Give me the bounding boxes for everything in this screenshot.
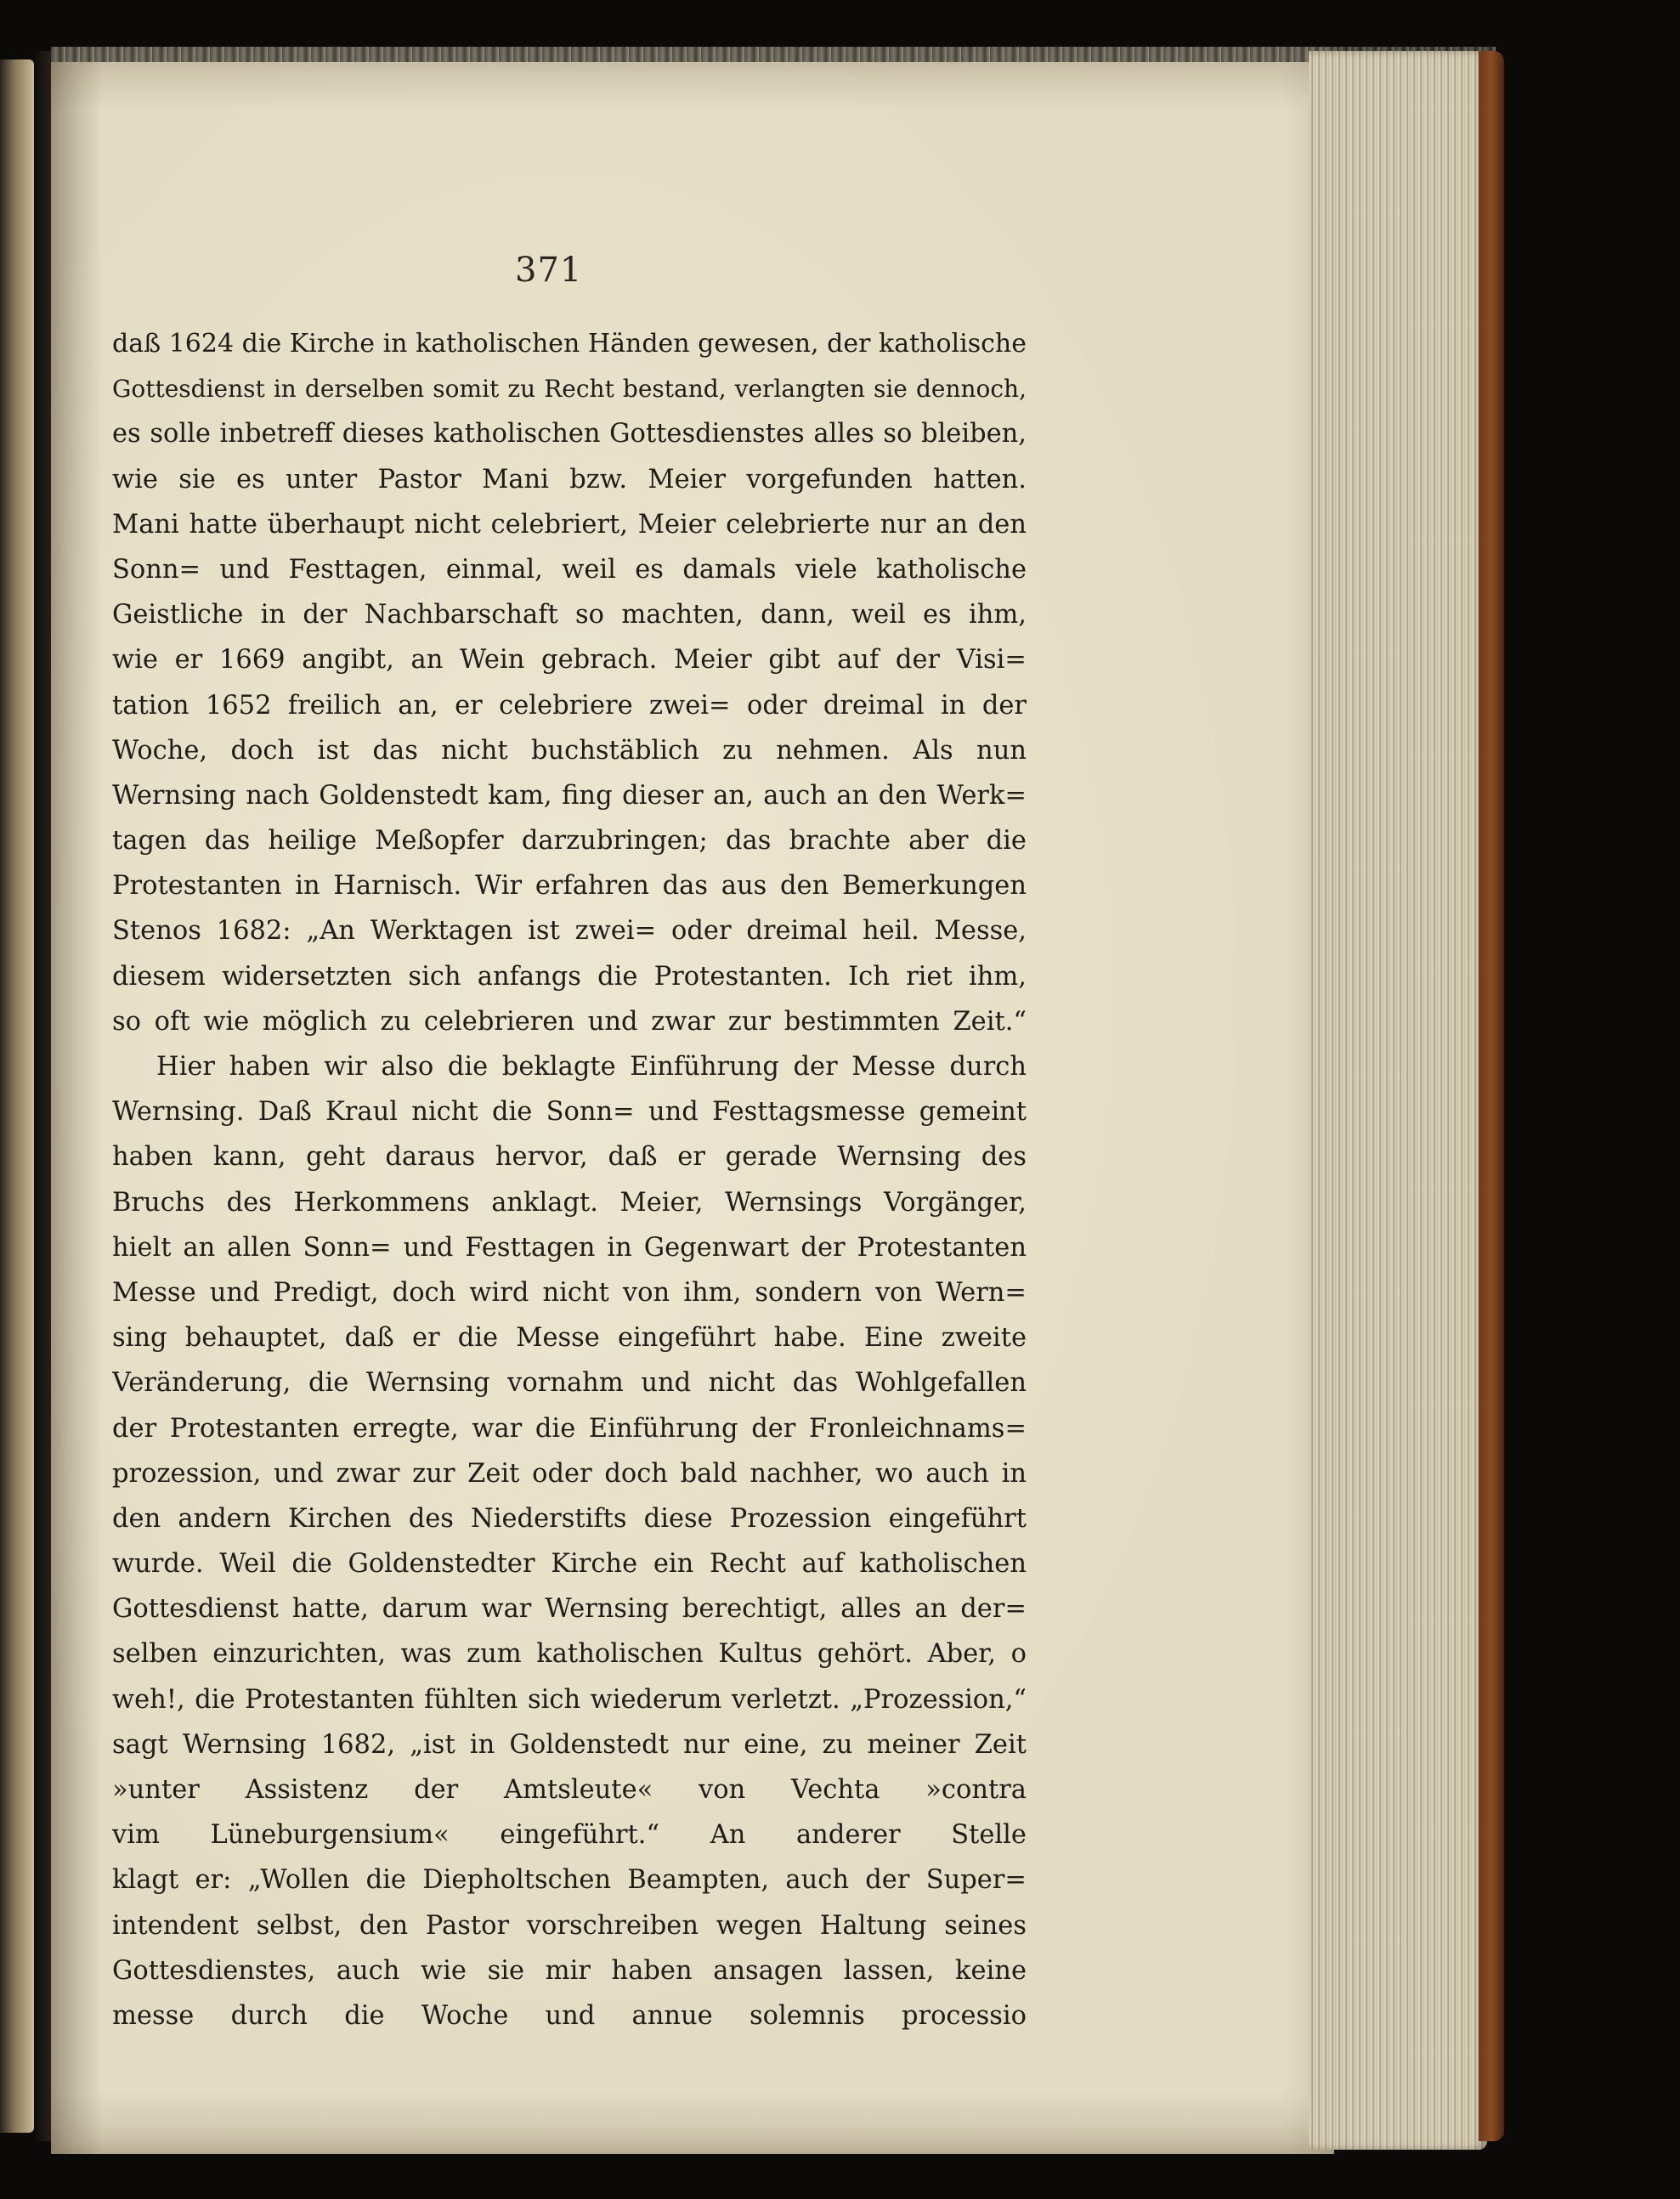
text-line: wie sie es unter Pastor Mani bzw. Meier vorgefunden hatten.: [112, 464, 1027, 495]
text-line: hielt an allen Sonn= und Festtagen in Gegenwart der Protestanten: [112, 1232, 1027, 1263]
text-line: »unter Assistenz der Amtsleute« von Vechta »contra: [112, 1775, 1027, 1805]
text-line: sagt Wernsing 1682, „ist in Goldenstedt nur eine, zu meiner Zeit: [112, 1729, 1027, 1760]
text-line: prozession, und zwar zur Zeit oder doch bald nachher, wo auch in: [112, 1458, 1027, 1489]
text-line: Veränderung, die Wernsing vornahm und nicht das Wohlgefallen: [112, 1368, 1027, 1399]
text-line: so oft wie möglich zu celebrieren und zwar zur bestimmten Zeit.“: [112, 1006, 1027, 1037]
text-line: Gottesdienst in derselben somit zu Recht bestand, verlangten sie dennoch,: [112, 375, 1027, 404]
text-line: weh!, die Protestanten fühlten sich wiederum verletzt. „Prozession,“: [112, 1684, 1027, 1715]
text-line: Geistliche in der Nachbarschaft so machten, dann, weil es ihm,: [112, 600, 1027, 630]
stacked-page-edges: [1309, 51, 1487, 2150]
text-line: Mani hatte überhaupt nicht celebriert, Meier celebrierte nur an den: [112, 509, 1027, 540]
text-line: Bruchs des Herkommens anklagt. Meier, Wernsings Vorgänger,: [112, 1187, 1027, 1218]
text-line: es solle inbetreff dieses katholischen Gottesdienstes alles so bleiben,: [112, 419, 1027, 449]
text-line: klagt er: „Wollen die Diepholtschen Beampten, auch der Super=: [112, 1865, 1027, 1896]
text-line: Wernsing. Daß Kraul nicht die Sonn= und Festtagsmesse gemeint: [112, 1097, 1027, 1128]
text-line: Wernsing nach Goldenstedt kam, fing dieser an, auch an den Werk=: [112, 780, 1027, 811]
text-line: selben einzurichten, was zum katholischen Kultus gehört. Aber, o: [112, 1639, 1027, 1670]
page-number: 371: [515, 251, 583, 290]
text-line: wurde. Weil die Goldenstedter Kirche ein Recht auf katholischen: [112, 1549, 1027, 1580]
left-page-edge: [0, 59, 34, 2133]
text-line: tation 1652 freilich an, er celebriere zwei= oder dreimal in der: [112, 690, 1027, 721]
text-line: vim Lüneburgensium« eingeführt.“ An anderer Stelle: [112, 1820, 1027, 1851]
text-line: haben kann, geht daraus hervor, daß er gerade Wernsing des: [112, 1142, 1027, 1173]
text-line: Protestanten in Harnisch. Wir erfahren das aus den Bemerkungen: [112, 871, 1027, 902]
top-page-edge: [51, 47, 1496, 62]
text-line: Gottesdienstes, auch wie sie mir haben ansagen lassen, keine: [112, 1955, 1027, 1986]
text-line: Stenos 1682: „An Werktagen ist zwei= oder dreimal heil. Messe,: [112, 916, 1027, 947]
text-line: wie er 1669 angibt, an Wein gebrach. Meier gibt auf der Visi=: [112, 645, 1027, 676]
book-cover-board: [1479, 51, 1504, 2141]
body-text: [112, 321, 1027, 2038]
text-line: Sonn= und Festtagen, einmal, weil es damals viele katholische: [112, 554, 1027, 585]
text-line: intendent selbst, den Pastor vorschreiben wegen Haltung seines: [112, 1910, 1027, 1941]
text-line: den andern Kirchen des Niederstifts diese Prozession eingeführt: [112, 1503, 1027, 1534]
text-line: Woche, doch ist das nicht buchstäblich zu nehmen. Als nun: [112, 735, 1027, 766]
text-line: tagen das heilige Meßopfer darzubringen; das brachte aber die: [112, 826, 1027, 856]
text-line: sing behauptet, daß er die Messe eingeführt habe. Eine zweite: [112, 1323, 1027, 1354]
text-line: diesem widersetzten sich anfangs die Protestanten. Ich riet ihm,: [112, 961, 1027, 992]
text-line: daß 1624 die Kirche in katholischen Händen gewesen, der katholische: [112, 329, 1027, 359]
text-line: messe durch die Woche und annue solemnis processio: [112, 2000, 1027, 2031]
text-line: Gottesdienst hatte, darum war Wernsing berechtigt, alles an der=: [112, 1594, 1027, 1625]
text-line: Messe und Predigt, doch wird nicht von ihm, sondern von Wern=: [112, 1277, 1027, 1308]
text-line: der Protestanten erregte, war die Einführung der Fronleichnams=: [112, 1413, 1027, 1444]
text-line: Hier haben wir also die beklagte Einführung der Messe durch: [156, 1052, 1027, 1082]
